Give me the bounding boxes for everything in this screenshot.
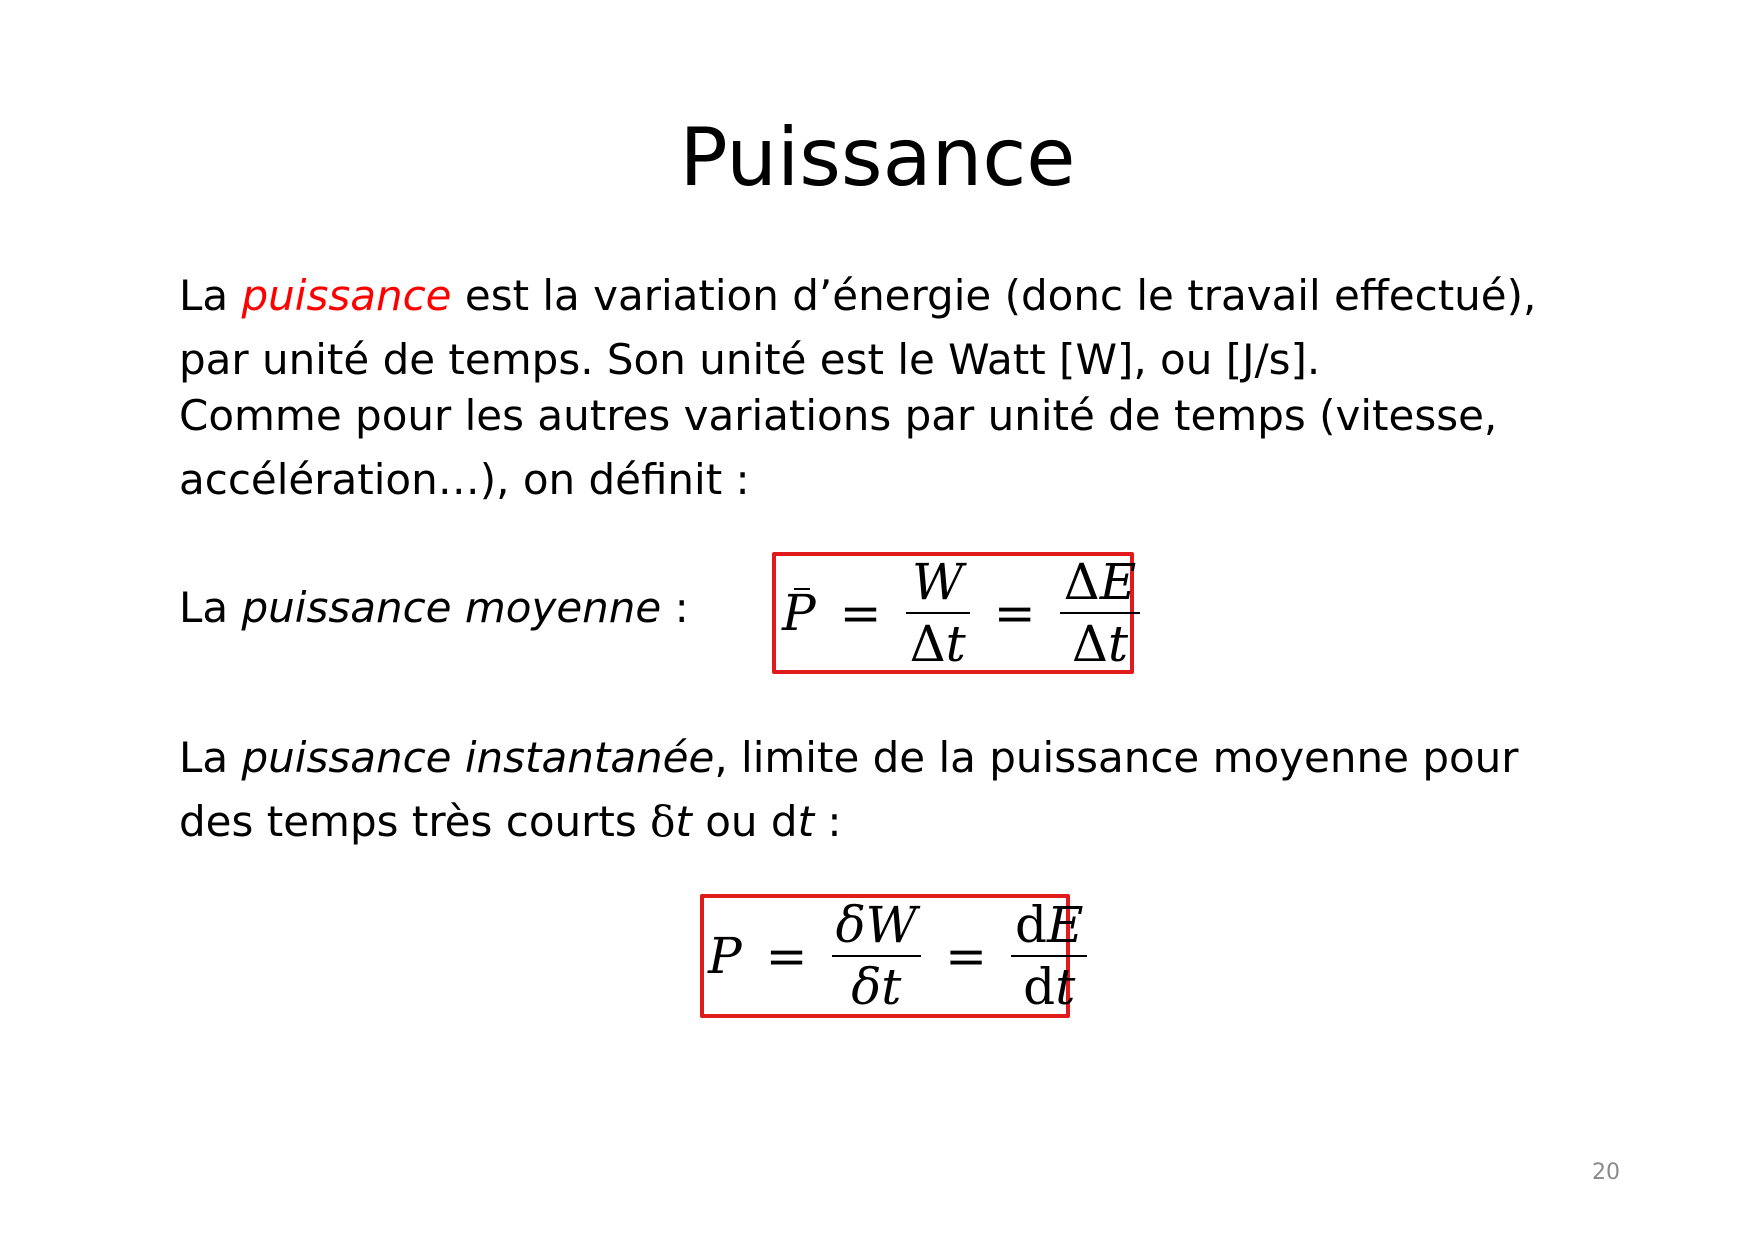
- numerator: [1060, 552, 1141, 611]
- slide-title: Puissance: [679, 111, 1076, 204]
- text: :: [814, 797, 842, 846]
- paragraph-definition-line-1: [179, 264, 1599, 328]
- text: , limite de la puissance moyenne pour: [714, 733, 1519, 782]
- denominator: [1068, 615, 1132, 673]
- paragraph-intro-line-1: Comme pour les autres variations par unité de temps (vitesse,: [179, 391, 1498, 440]
- fraction-dw-over-dt: [832, 895, 922, 1016]
- text: des temps très courts: [179, 797, 651, 846]
- text: ou d: [691, 797, 798, 846]
- equation-mean-power: [772, 552, 1137, 674]
- variable: t: [945, 615, 966, 673]
- numerator: [1011, 895, 1088, 954]
- variable-t: t: [797, 797, 815, 846]
- differential-d: d: [1014, 895, 1047, 954]
- equals-sign: =: [945, 927, 987, 985]
- delta-symbol: δ: [650, 797, 676, 846]
- fraction-energy-over-time: [1060, 552, 1141, 673]
- equals-sign: =: [839, 584, 882, 642]
- fraction-de-over-dt: [1011, 895, 1088, 1016]
- numerator: δW: [835, 895, 918, 954]
- term-puissance: puissance: [241, 271, 452, 320]
- paragraph-definition: [179, 264, 1599, 392]
- equals-sign: =: [993, 584, 1036, 642]
- text: La: [179, 583, 242, 632]
- paragraph-instantaneous-power: [179, 726, 1599, 854]
- numerator: W: [911, 552, 964, 611]
- differential-d: d: [1023, 958, 1056, 1016]
- text: :: [661, 583, 689, 632]
- power-symbol: P: [708, 927, 742, 985]
- variable-t: t: [675, 797, 692, 846]
- paragraph-instantaneous-line-2: [179, 790, 1599, 854]
- page-number: 20: [1592, 1160, 1620, 1185]
- paragraph-intro: [179, 384, 1599, 512]
- text: La: [179, 733, 242, 782]
- fraction-work-over-time: [906, 552, 970, 673]
- paragraph-definition-line-2: par unité de temps. Son unité est le Watt [W], ou [J/s].: [179, 335, 1321, 384]
- variable: E: [1046, 895, 1084, 954]
- paragraph-intro-line-2: accélération…), on définit :: [179, 455, 750, 504]
- equation-instantaneous-power: [700, 894, 1084, 1018]
- delta-symbol: Δ: [909, 615, 946, 673]
- fraction-bar: [1011, 955, 1088, 957]
- denominator: [906, 615, 970, 673]
- term-puissance-moyenne: puissance moyenne: [241, 583, 662, 632]
- delta-symbol: Δ: [1071, 615, 1108, 673]
- fraction-bar: [832, 955, 922, 957]
- denominator: [1019, 958, 1079, 1016]
- equals-sign: =: [765, 927, 808, 985]
- denominator: δt: [851, 958, 902, 1016]
- variable: E: [1099, 552, 1137, 611]
- text: est la variation d’énergie (donc le travail effectué),: [451, 271, 1537, 320]
- variable: t: [1055, 958, 1076, 1016]
- fraction-bar: [1060, 612, 1141, 614]
- variable: t: [1107, 615, 1129, 673]
- fraction-bar: [906, 612, 970, 614]
- delta-symbol: Δ: [1063, 552, 1100, 611]
- paragraph-instantaneous-line-1: [179, 726, 1599, 790]
- mean-power-symbol: P: [782, 584, 816, 642]
- text: La: [179, 271, 242, 320]
- term-puissance-instantanee: puissance instantanée: [241, 733, 715, 782]
